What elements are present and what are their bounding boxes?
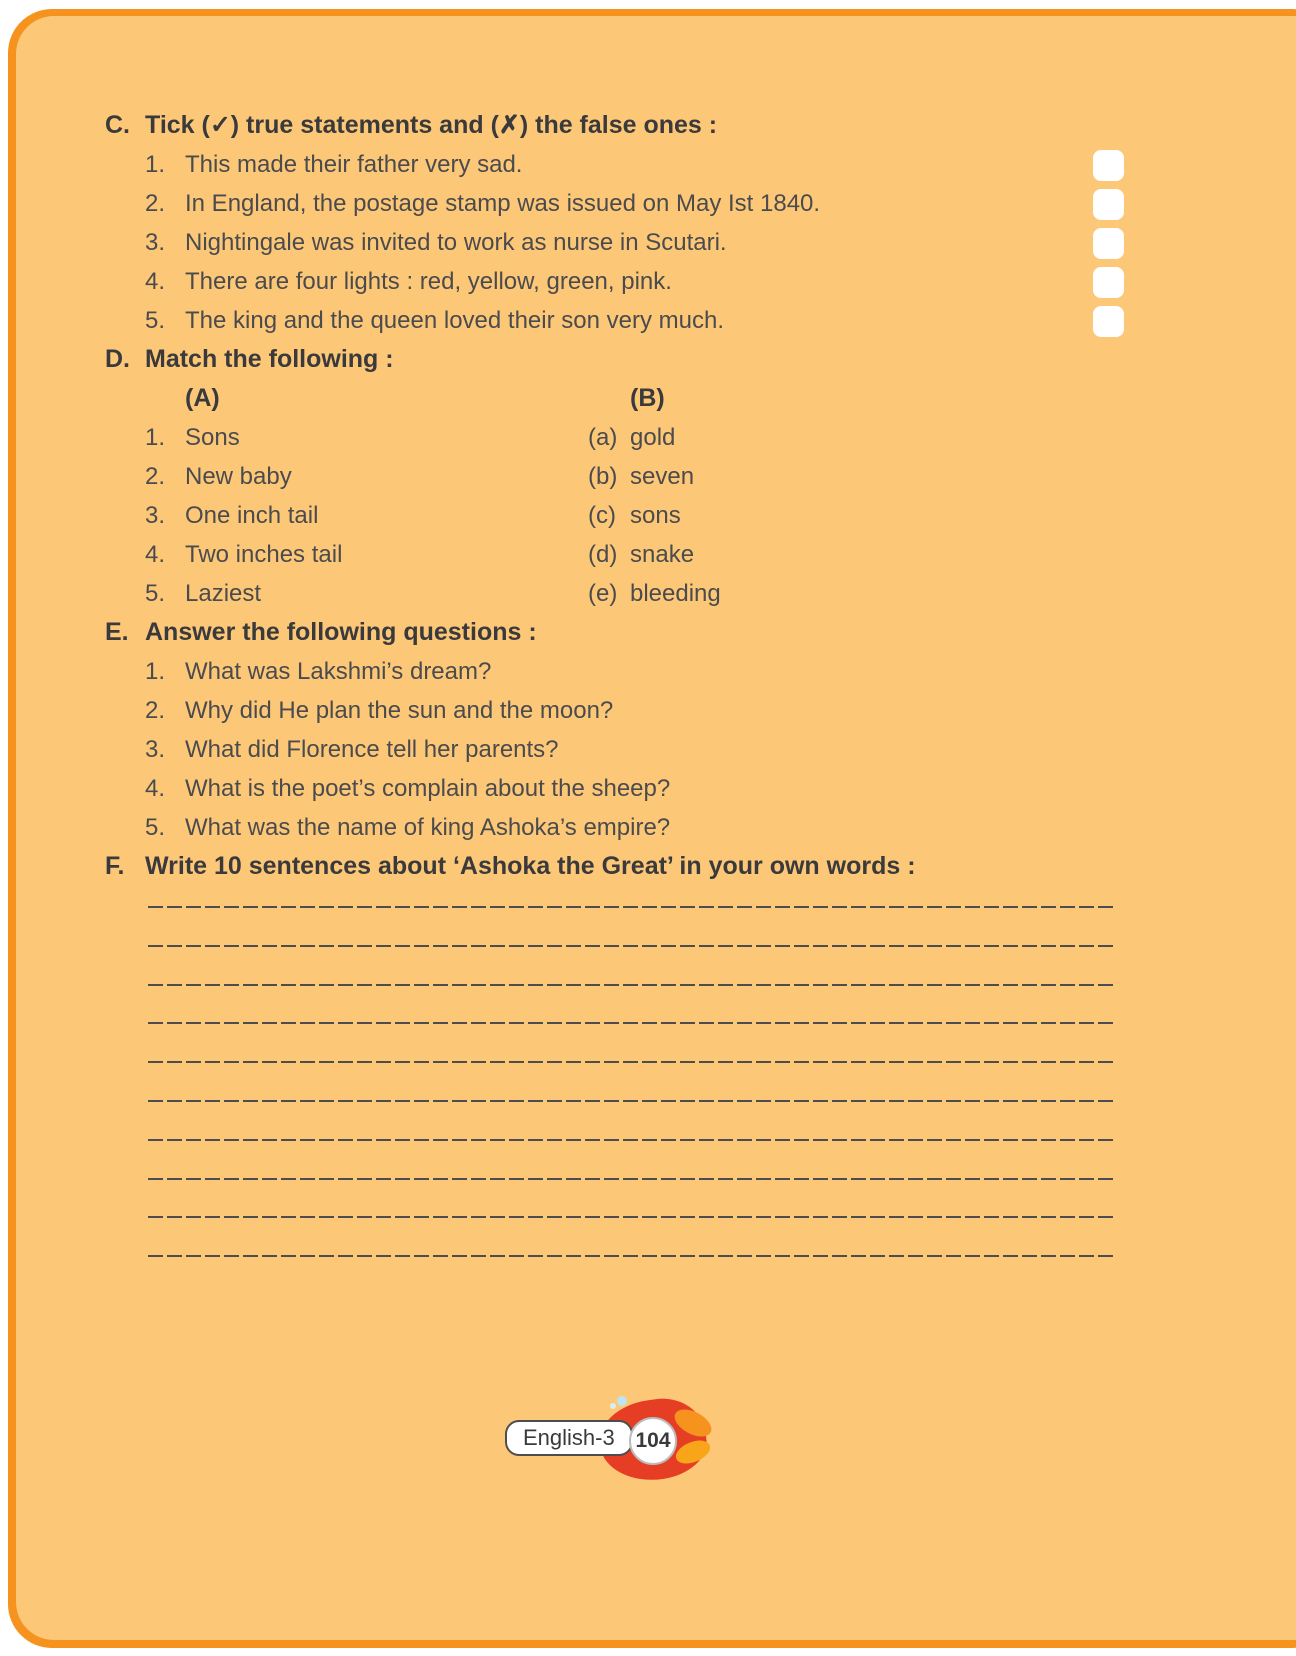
item-number: 2. [145, 697, 166, 724]
item-number: 3. [145, 229, 166, 256]
list-item [145, 145, 1124, 184]
list-item [145, 652, 1124, 691]
match-letter: (a) [588, 424, 618, 451]
writing-line[interactable] [148, 931, 1115, 970]
writing-line[interactable] [148, 1008, 1115, 1047]
book-title-badge: English-3 [505, 1420, 633, 1456]
writing-line[interactable] [148, 1125, 1115, 1164]
writing-line[interactable] [148, 1202, 1115, 1241]
section-title: Answer the following questions : [145, 618, 537, 646]
section-letter: D. [105, 345, 130, 373]
section-d-heading [105, 340, 1124, 379]
match-letter: (e) [588, 580, 618, 607]
logo-droplet-icon [617, 1396, 627, 1406]
writing-line[interactable] [148, 970, 1115, 1009]
item-text: This made their father very sad. [185, 151, 523, 178]
section-f-heading [105, 847, 1124, 886]
list-item [145, 691, 1124, 730]
match-item-a: One inch tail [185, 502, 319, 529]
section-letter: C. [105, 111, 130, 139]
item-number: 5. [145, 580, 166, 607]
match-row [145, 535, 1124, 574]
item-number: 4. [145, 268, 166, 295]
section-letter: E. [105, 618, 129, 646]
item-number: 3. [145, 502, 166, 529]
match-item-b: bleeding [630, 580, 721, 607]
section-title: Write 10 sentences about ‘Ashoka the Great’ in your own words : [145, 852, 916, 880]
item-text: What was the name of king Ashoka’s empire? [185, 814, 671, 841]
list-item [145, 262, 1124, 301]
item-text: What is the poet’s complain about the sheep? [185, 775, 671, 802]
item-number: 1. [145, 151, 166, 178]
match-row [145, 418, 1124, 457]
item-text: In England, the postage stamp was issued on May Ist 1840. [185, 190, 821, 217]
match-columns-header [185, 379, 1124, 418]
list-item [145, 769, 1124, 808]
column-b-header: (B) [630, 384, 665, 412]
list-item [145, 223, 1124, 262]
list-item [145, 184, 1124, 223]
item-text: What did Florence tell her parents? [185, 736, 559, 763]
list-item [145, 808, 1124, 847]
item-number: 2. [145, 190, 166, 217]
item-number: 3. [145, 736, 166, 763]
answer-checkbox[interactable] [1093, 306, 1124, 337]
section-e-heading [105, 613, 1124, 652]
item-text: What was Lakshmi’s dream? [185, 658, 492, 685]
item-number: 5. [145, 814, 166, 841]
match-item-a: Sons [185, 424, 240, 451]
item-text: There are four lights : red, yellow, green, pink. [185, 268, 672, 295]
item-number: 1. [145, 658, 166, 685]
match-row [145, 496, 1124, 535]
match-item-a: Two inches tail [185, 541, 343, 568]
section-letter: F. [105, 852, 125, 880]
item-number: 4. [145, 541, 166, 568]
item-number: 5. [145, 307, 166, 334]
item-number: 1. [145, 424, 166, 451]
match-row [145, 574, 1124, 613]
writing-line[interactable] [148, 1086, 1115, 1125]
match-item-b: snake [630, 541, 695, 568]
item-text: The king and the queen loved their son very much. [185, 307, 724, 334]
match-item-a: Laziest [185, 580, 262, 607]
item-text: Nightingale was invited to work as nurse in Scutari. [185, 229, 727, 256]
match-item-b: seven [630, 463, 695, 490]
match-row [145, 457, 1124, 496]
column-a-header: (A) [185, 384, 220, 412]
writing-line[interactable] [148, 892, 1115, 931]
answer-checkbox[interactable] [1093, 228, 1124, 259]
writing-line[interactable] [148, 1164, 1115, 1203]
answer-checkbox[interactable] [1093, 150, 1124, 181]
list-item [145, 301, 1124, 340]
match-item-b: sons [630, 502, 681, 529]
item-number: 2. [145, 463, 166, 490]
section-title: Match the following : [145, 345, 394, 373]
writing-line[interactable] [148, 1047, 1115, 1086]
answer-checkbox[interactable] [1093, 189, 1124, 220]
section-title: Tick (✓) true statements and (✗) the false ones : [145, 111, 718, 139]
match-letter: (b) [588, 463, 618, 490]
writing-line[interactable] [148, 1241, 1115, 1280]
page-footer [505, 1396, 725, 1488]
item-number: 4. [145, 775, 166, 802]
answer-checkbox[interactable] [1093, 267, 1124, 298]
match-item-a: New baby [185, 463, 292, 490]
writing-lines [148, 892, 1115, 1280]
list-item [145, 730, 1124, 769]
match-letter: (c) [588, 502, 616, 529]
match-letter: (d) [588, 541, 618, 568]
page-number-badge: 104 [629, 1417, 677, 1465]
section-c-heading [105, 106, 1124, 145]
page-content [105, 106, 1124, 1280]
match-item-b: gold [630, 424, 676, 451]
item-text: Why did He plan the sun and the moon? [185, 697, 614, 724]
